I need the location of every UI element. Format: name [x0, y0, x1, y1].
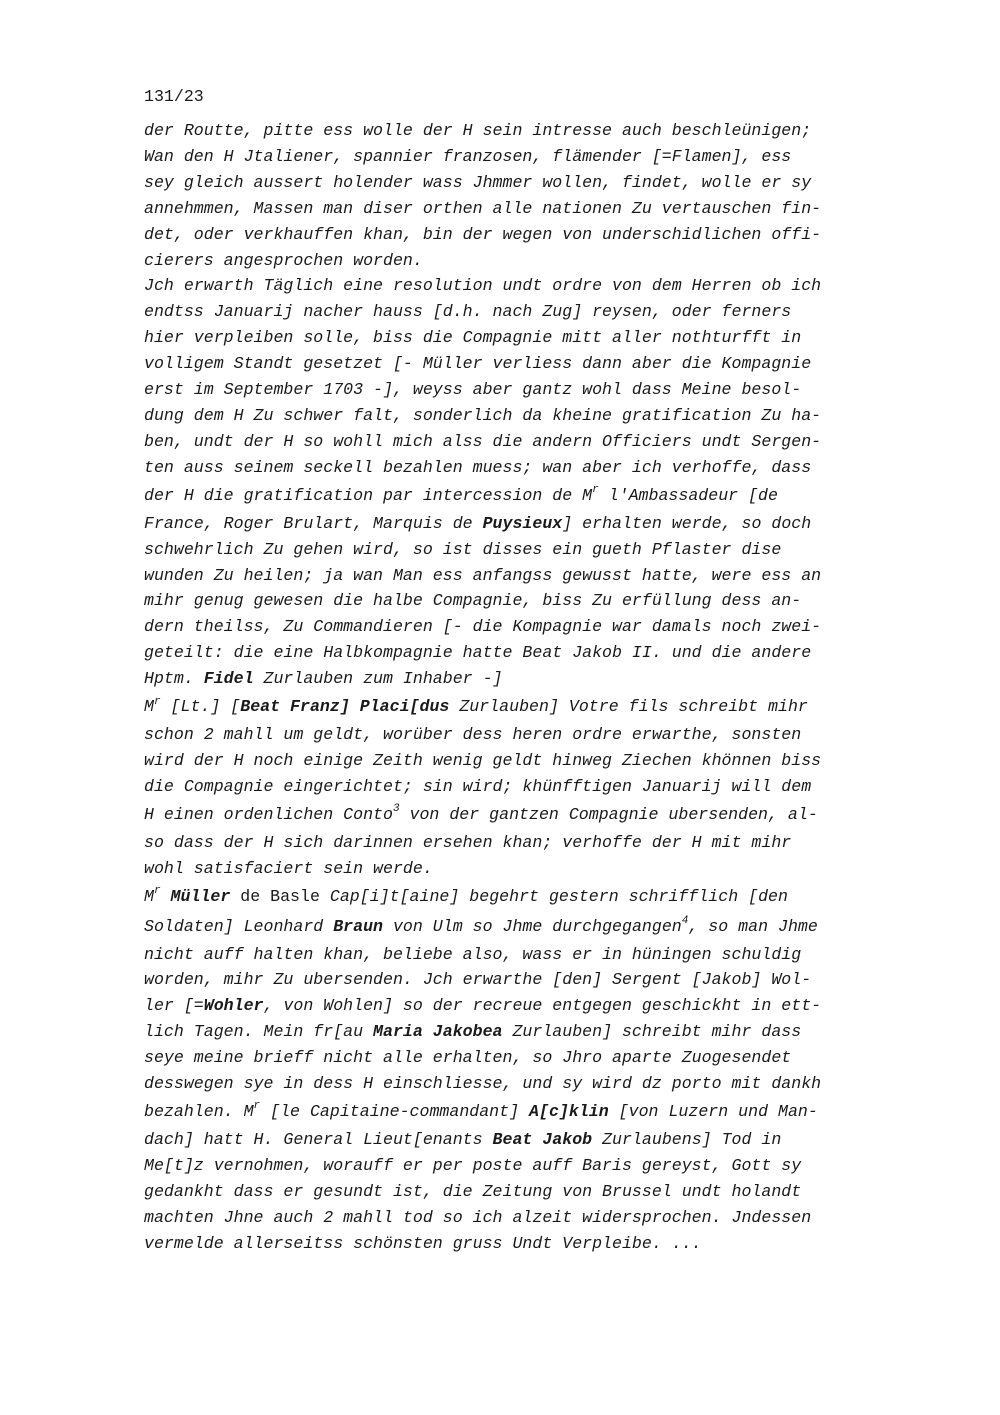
text-run: desswegen sye in dess H einschliesse, und sy wird dz porto mit dankh: [144, 1074, 822, 1094]
text-run: von der gantzen Compagnie ubersenden, al-: [399, 804, 818, 824]
bold-name: Wohler: [203, 996, 264, 1016]
text-run: H einen ordenlichen Conto: [144, 804, 393, 824]
text-run: mihr genug gewesen die halbe Compagnie, biss Zu erfüllung dess an-: [144, 591, 802, 611]
text-run: hier verpleiben solle, biss die Compagnie mitt aller nothturfft in: [144, 328, 802, 348]
text-run: ler [=: [144, 996, 204, 1016]
text-run: seye meine brieff nicht alle erhalten, so Jhro aparte Zuogesendet: [144, 1048, 792, 1068]
text-run: [le Capitaine-commandant]: [260, 1102, 530, 1121]
text-line: [144, 614, 904, 640]
text-run: machten Jhne auch 2 mahll tod so ich alzeit widersprochen. Jndessen: [144, 1207, 812, 1227]
text-run: von Ulm so Jhme durchgegangen: [383, 916, 682, 936]
text-run: Me[t]z vernohmen, worauff er per poste auff Baris gereyst, Gott sy: [144, 1155, 802, 1175]
text-run: nicht auff halten khan, beliebe also, wass er in hüningen schuldig: [144, 944, 802, 964]
text-line: [144, 222, 904, 248]
text-line: [144, 1019, 904, 1045]
text-run: ten auss seinem seckell bezahlen muess; wan aber ich verhoffe, dass: [144, 457, 812, 477]
text-line: [144, 299, 904, 325]
text-run: vermelde allerseitss schönsten gruss Undt Verpleibe. ...: [144, 1233, 702, 1253]
text-line: [144, 800, 904, 830]
text-run: Cap[i]t[aine] begehrt gestern schrifflich [den: [319, 886, 788, 906]
text-line: [144, 273, 904, 299]
bold-name: Puysieux: [482, 513, 563, 533]
text-line: [144, 1179, 904, 1205]
text-line: [144, 692, 904, 722]
text-run: ] erhalten werde, so doch: [562, 513, 812, 533]
text-run: de Basle: [230, 886, 320, 906]
text-line: [144, 722, 904, 748]
text-line: [144, 144, 904, 170]
text-line: [144, 666, 904, 692]
bold-name: Beat Franz] Placi[dus: [240, 697, 450, 717]
text-line: [144, 942, 904, 968]
text-run: [161, 887, 171, 906]
text-run: Soldaten] Leonhard: [144, 916, 334, 936]
text-line: [144, 1097, 904, 1127]
text-run: der H die gratification par intercession de M: [144, 485, 593, 505]
text-run: gedankht dass er gesundt ist, die Zeitung von Brussel undt holandt: [144, 1181, 802, 1201]
text-line: [144, 912, 904, 942]
text-run: , so man Jhme: [688, 916, 818, 936]
text-run: Hptm.: [144, 669, 204, 689]
letter-body: [144, 118, 904, 1257]
text-run: wunden Zu heilen; ja wan Man ess anfangss gewusst hatte, were ess an: [144, 565, 822, 585]
text-run: volligem Standt gesetzet [- Müller verliess dann aber die Kompagnie: [144, 354, 812, 374]
text-run: die Compagnie eingerichtet; sin wird; khünfftigen Januarij will dem: [144, 776, 812, 796]
text-run: so dass der H sich darinnen ersehen khan; verhoffe der H mit mihr: [144, 832, 792, 852]
text-line: [144, 377, 904, 403]
document-page: [144, 84, 904, 1257]
bold-name: Maria Jakobea: [373, 1022, 503, 1042]
text-run: bezahlen. M: [144, 1102, 254, 1121]
bold-name: A[c]klin: [529, 1102, 609, 1121]
text-line: [144, 640, 904, 666]
text-run: sey gleich aussert holender wass Jhmmer wollen, findet, wolle er sy: [144, 172, 812, 192]
text-line: [144, 1231, 904, 1257]
text-run: dach] hatt H. General Lieut[enants: [144, 1130, 493, 1149]
text-run: Zurlauben] schreibt mihr dass: [502, 1022, 802, 1042]
text-run: cierers angesprochen worden.: [144, 250, 423, 270]
superscript: r: [153, 695, 161, 708]
text-run: dung dem H Zu schwer falt, sonderlich da kheine gratification Zu ha-: [144, 405, 822, 425]
text-run: Jch erwarth Täglich eine resolution undt ordre von dem Herren ob ich: [144, 276, 822, 296]
text-line: [144, 1205, 904, 1231]
text-line: [144, 196, 904, 222]
text-run: l'Ambassadeur [de: [598, 485, 778, 505]
text-run: annehmmen, Massen man diser orthen alle nationen Zu vertauschen fin-: [144, 198, 822, 218]
text-line: [144, 325, 904, 351]
superscript: r: [153, 885, 161, 898]
text-line: [144, 481, 904, 511]
text-run: geteilt: die eine Halbkompagnie hatte Beat Jakob II. und die andere: [144, 643, 812, 663]
superscript: r: [253, 1100, 261, 1113]
text-run: dern theilss, Zu Commandieren [- die Kompagnie war damals noch zwei-: [144, 617, 822, 637]
text-line: [144, 856, 904, 882]
text-run: M: [144, 886, 154, 906]
text-line: [144, 455, 904, 481]
superscript: r: [592, 484, 599, 497]
text-run: Wan den H Jtaliener, spannier franzosen, flämender [=Flamen], ess: [144, 146, 792, 166]
text-line: [144, 882, 904, 912]
text-line: [144, 1071, 904, 1097]
text-line: [144, 1153, 904, 1179]
text-line: [144, 1127, 904, 1153]
bold-name: Müller: [170, 886, 231, 906]
bold-name: Fidel: [203, 669, 254, 689]
text-run: M: [144, 697, 154, 717]
text-line: [144, 429, 904, 455]
text-run: [von Luzern und Man-: [608, 1102, 818, 1121]
text-line: [144, 118, 904, 144]
text-line: [144, 830, 904, 856]
text-run: schwehrlich Zu gehen wird, so ist disses ein gueth Pflaster dise: [144, 539, 782, 559]
text-run: der Routte, pitte ess wolle der H sein intresse auch beschleünigen;: [144, 121, 812, 140]
text-run: Zurlaubens] Tod in: [592, 1130, 782, 1149]
superscript: 4: [681, 915, 689, 928]
text-run: [Lt.] [: [160, 697, 241, 717]
text-line: [144, 1045, 904, 1071]
text-line: [144, 403, 904, 429]
bold-name: Braun: [333, 916, 383, 936]
text-run: wird der H noch einige Zeith wenig geldt hinweg Ziechen khönnen biss: [144, 750, 822, 770]
text-line: [144, 537, 904, 563]
text-run: erst im September 1703 -], weyss aber gantz wohl dass Meine besol-: [144, 380, 802, 400]
text-run: ben, undt der H so wohll mich alss die andern Officiers undt Sergen-: [144, 431, 822, 451]
text-line: [144, 351, 904, 377]
text-line: [144, 774, 904, 800]
text-run: endtss Januarij nacher hauss [d.h. nach Zug] reysen, oder ferners: [144, 302, 792, 322]
text-run: Zurlauben] Votre fils schreibt mihr: [449, 697, 808, 717]
text-run: det, oder verkhauffen khan, bin der wegen von underschidlichen offi-: [144, 224, 822, 244]
page-number: 131/23: [144, 87, 204, 106]
text-run: Zurlauben zum Inhaber -]: [253, 669, 503, 689]
text-run: worden, mihr Zu ubersenden. Jch erwarthe [den] Sergent [Jakob] Wol-: [144, 970, 812, 990]
superscript: 3: [392, 803, 400, 816]
text-run: lich Tagen. Mein fr[au: [144, 1022, 374, 1042]
text-run: France, Roger Brulart, Marquis de: [144, 513, 483, 533]
text-line: [144, 993, 904, 1019]
text-line: [144, 511, 904, 537]
text-line: [144, 748, 904, 774]
text-line: [144, 588, 904, 614]
text-line: [144, 248, 904, 274]
text-run: schon 2 mahll um geldt, worüber dess heren ordre erwarthe, sonsten: [144, 725, 802, 745]
text-line: [144, 563, 904, 589]
text-line: [144, 967, 904, 993]
text-run: wohl satisfaciert sein werde.: [144, 858, 433, 878]
text-line: [144, 170, 904, 196]
bold-name: Beat Jakob: [492, 1130, 593, 1149]
text-run: , von Wohlen] so der recreue entgegen geschickht in ett-: [263, 996, 822, 1016]
